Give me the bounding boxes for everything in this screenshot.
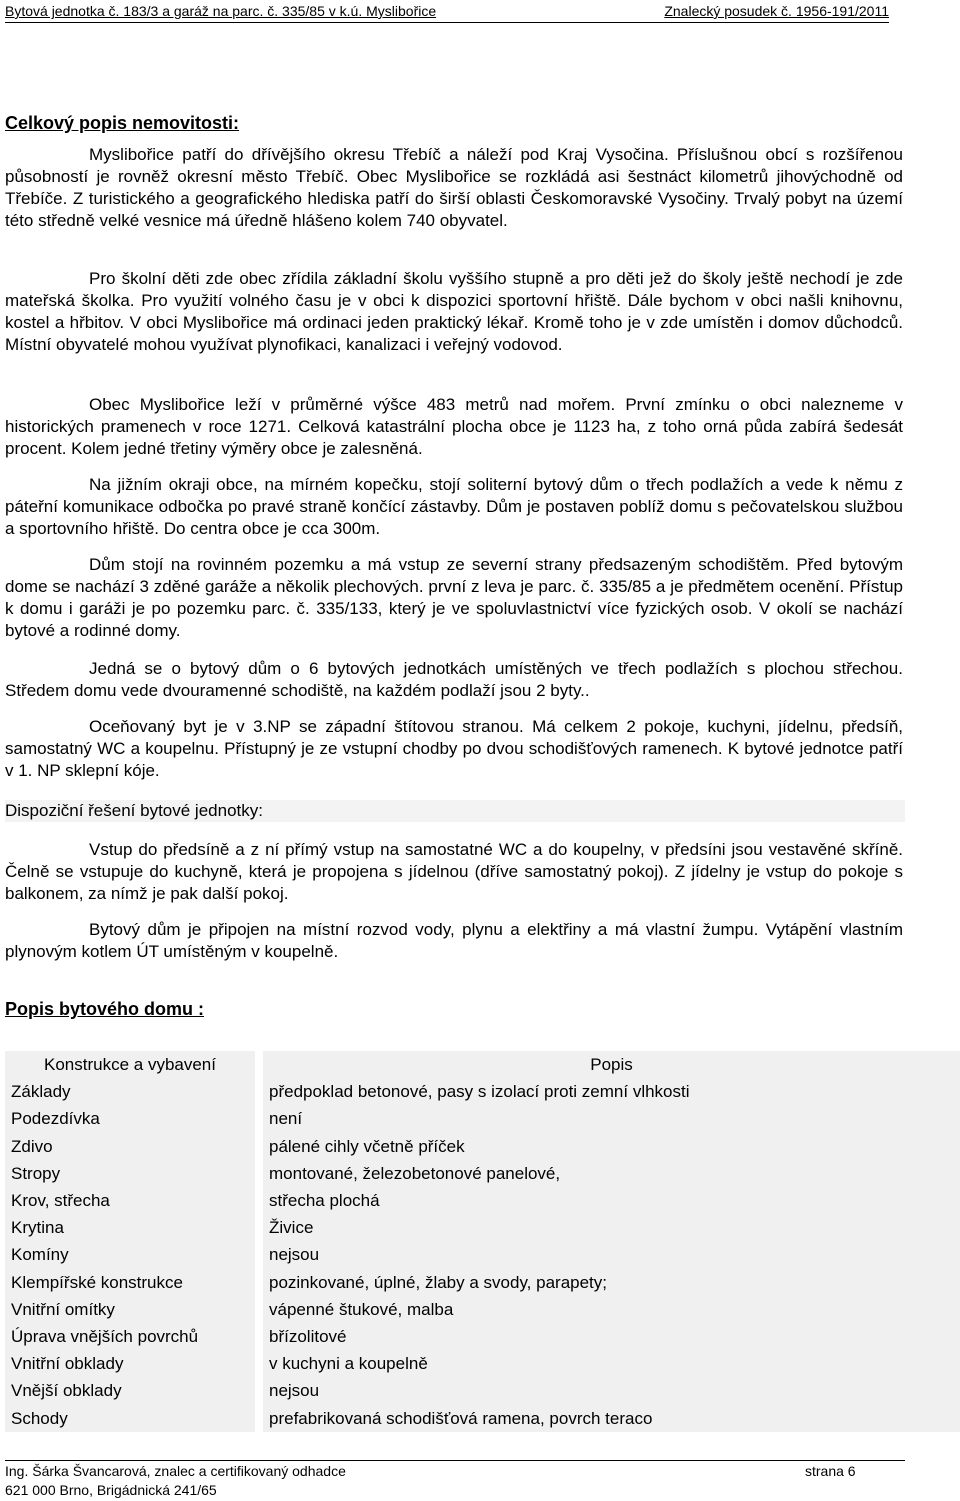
paragraph-text: Vstup do předsíně a z ní přímý vstup na samostatné WC a do koupelny, v předsíni jsou vestavěné skříně. Čelně se vstupuje do kuchyně, která je propojena s jídelnou (dříve samostatný pokoj). Z jídelny je vstup do pokoje s balkonem, za nímž je pak další pokoj. [5, 840, 903, 903]
description-cell: montované, železobetonové panelové, [263, 1160, 960, 1187]
column-gap [255, 1105, 263, 1132]
column-gap [255, 1160, 263, 1187]
description-cell: v kuchyni a koupelně [263, 1350, 960, 1377]
table-row [5, 1377, 960, 1404]
construction-cell: Krov, střecha [5, 1187, 255, 1214]
paragraph-text: Dům stojí na rovinném pozemku a má vstup ze severní strany předsazeným schodištěm. Před bytovým dome se nachází 3 zděné garáže a několik plechových. první z leva je parc. č. 335/85 a je předmětem ocenění. Přístup k domu i garáži je po pozemku parc. č. 335/133, který je ve spoluvlastnictví více fyzických osob. V okolí se nachází bytové a rodinné domy. [5, 555, 903, 640]
footer-address: 621 000 Brno, Brigádnická 241/65 [5, 1482, 217, 1498]
column-gap [255, 1350, 263, 1377]
description-cell: vápenné štukové, malba [263, 1296, 960, 1323]
construction-cell: Stropy [5, 1160, 255, 1187]
description-cell: Živice [263, 1214, 960, 1241]
table-row [5, 1296, 960, 1323]
paragraph-text: Pro školní děti zde obec zřídila základní školu vyššího stupně a pro děti jež do školy ještě nechodí je zde mateřská školka. Pro využití volného času je v obci k dispozici sportovní hřiště. Dále bychom v obci našli knihovnu, kostel a hřbitov. V obci Myslibořice má ordinaci jeden praktický lékař. Kromě toho je v zde umístěn i domov důchodců. Místní obyvatelé mohou využívat plynofikaci, kanalizaci i veřejný vodovod. [5, 269, 903, 354]
description-cell: pozinkované, úplné, žlaby a svody, parapety; [263, 1269, 960, 1296]
table-row [5, 1404, 960, 1431]
page-footer [5, 1460, 905, 1501]
column-gap [255, 1323, 263, 1350]
table-row [5, 1269, 960, 1296]
paragraph-text: Bytový dům je připojen na místní rozvod vody, plynu a elektřiny a má vlastní žumpu. Vytápění vlastním plynovým kotlem ÚT umístěným v koupelně. [5, 920, 903, 961]
layout-heading: Dispoziční řešení bytové jednotky: [5, 800, 905, 822]
table-header-row [5, 1051, 960, 1078]
table-row [5, 1160, 960, 1187]
paragraph-layout [5, 839, 903, 905]
description-cell: prefabrikovaná schodišťová ramena, povrch teraco [263, 1404, 960, 1431]
table-row [5, 1105, 960, 1132]
column-gap [255, 1241, 263, 1268]
table-row [5, 1187, 960, 1214]
table-row [5, 1214, 960, 1241]
construction-cell: Úprava vnějších povrchů [5, 1323, 255, 1350]
column-gap [255, 1269, 263, 1296]
header-document-title: Bytová jednotka č. 183/3 a garáž na parc. č. 335/85 v k.ú. Myslibořice [5, 3, 437, 19]
column-header-description: Popis [263, 1051, 960, 1078]
column-gap [255, 1296, 263, 1323]
construction-cell: Vnitřní obklady [5, 1350, 255, 1377]
column-gap [255, 1404, 263, 1431]
description-cell: břízolitové [263, 1323, 960, 1350]
table-row [5, 1323, 960, 1350]
paragraph-text: Jedná se o bytový dům o 6 bytových jednotkách umístěných ve třech podlažích s plochou střechou. Středem domu vede dvouramenné schodiště, na každém podlaží jsou 2 byty.. [5, 659, 903, 700]
description-cell: předpoklad betonové, pasy s izolací proti zemní vlhkosti [263, 1078, 960, 1105]
description-cell: není [263, 1105, 960, 1132]
description-cell: pálené cihly včetně příček [263, 1133, 960, 1160]
paragraph-text: Na jižním okraji obce, na mírném kopečku, stojí soliterní bytový dům o třech podlažích a vede k němu z páteřní komunikace odbočka po pravé straně končící zástavby. Dům je postaven poblíž domu s pečovatelskou službou a sportovního hřiště. Do centra obce je cca 300m. [5, 475, 903, 538]
table-row [5, 1241, 960, 1268]
page-header [5, 0, 889, 23]
column-gap [255, 1214, 263, 1241]
construction-cell: Zdivo [5, 1133, 255, 1160]
description-cell: střecha plochá [263, 1187, 960, 1214]
column-header-construction: Konstrukce a vybavení [5, 1051, 255, 1078]
paragraph-building-type [5, 658, 903, 702]
construction-cell: Komíny [5, 1241, 255, 1268]
construction-cell: Podezdívka [5, 1105, 255, 1132]
footer-page-number: strana 6 [805, 1463, 856, 1479]
column-gap [255, 1133, 263, 1160]
table-row [5, 1078, 960, 1105]
section-title-building: Popis bytového domu : [5, 999, 205, 1019]
table-body [5, 1078, 960, 1431]
column-gap [255, 1187, 263, 1214]
description-cell: nejsou [263, 1377, 960, 1404]
paragraph-amenities [5, 268, 903, 356]
table-row [5, 1350, 960, 1377]
table-row [5, 1133, 960, 1160]
construction-cell: Vnější obklady [5, 1377, 255, 1404]
construction-cell: Základy [5, 1078, 255, 1105]
construction-table [5, 1051, 960, 1432]
paragraph-utilities [5, 919, 903, 963]
footer-author: Ing. Šárka Švancarová, znalec a certifikovaný odhadce [5, 1463, 346, 1479]
construction-cell: Vnitřní omítky [5, 1296, 255, 1323]
paragraph-geography [5, 394, 903, 460]
paragraph-location [5, 144, 903, 232]
section-title-overview: Celkový popis nemovitosti: [5, 113, 240, 133]
paragraph-text: Obec Myslibořice leží v průměrné výšce 483 metrů nad mořem. První zmínku o obci nalezneme v historických pramenech v roce 1271. Celková katastrální plocha obce je 1123 ha, z toho orná půda zabírá šedesát procent. Kolem jedné třetiny výměry obce je zalesněná. [5, 395, 903, 458]
construction-cell: Schody [5, 1404, 255, 1431]
construction-cell: Klempířské konstrukce [5, 1269, 255, 1296]
paragraph-apartment [5, 716, 903, 782]
column-gap [255, 1377, 263, 1404]
paragraph-building-location [5, 474, 903, 540]
paragraph-text: Myslibořice patří do dřívějšího okresu Třebíč a náleží pod Kraj Vysočina. Příslušnou obcí s rozšířenou působností je rovněž okresní město Třebíč. Obec Myslibořice se rozkládá asi šestnáct kilometrů jihovýchodně od Třebíče. Z turistického a geografického hlediska patří do širší oblasti Českomoravské Vysočiny. Trvalý pobyt na území této středně velké vesnice má úředně hlášeno kolem 740 obyvatel. [5, 145, 903, 230]
column-gap [255, 1078, 263, 1105]
paragraph-plot [5, 554, 903, 642]
column-gap [255, 1051, 263, 1078]
header-report-number: Znalecký posudek č. 1956-191/2011 [664, 3, 889, 19]
paragraph-text: Oceňovaný byt je v 3.NP se západní štítovou stranou. Má celkem 2 pokoje, kuchyni, jídelnu, předsíň, samostatný WC a koupelnu. Přístupný je ze vstupní chodby po dvou schodišťových ramenech. K bytové jednotce patří v 1. NP sklepní kóje. [5, 717, 903, 780]
construction-cell: Krytina [5, 1214, 255, 1241]
description-cell: nejsou [263, 1241, 960, 1268]
